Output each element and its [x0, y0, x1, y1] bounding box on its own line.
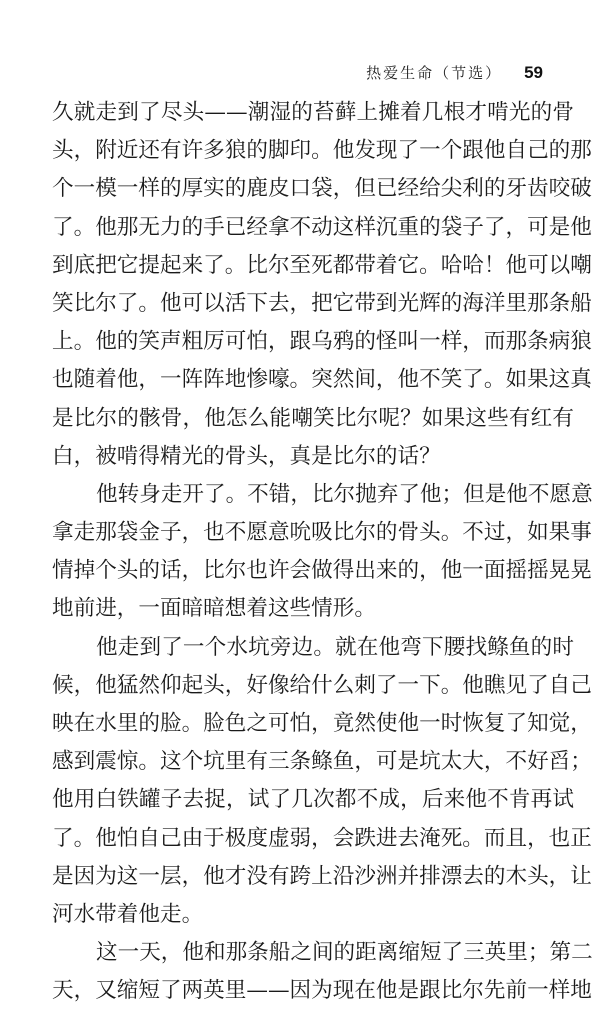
text-line: 他转身走开了。不错，比尔抛弃了他；但是他不愿意: [96, 481, 593, 507]
text-line: 也随着他，一阵阵地惨嚎。突然间，他不笑了。如果这真: [52, 367, 592, 393]
text-line: 他走到了一个水坑旁边。就在他弯下腰找鲦鱼的时: [96, 634, 574, 660]
text-line: 天，又缩短了两英里——因为现在他是跟比尔先前一样地: [52, 978, 592, 1004]
text-line: 是因为这一层，他才没有跨上沿沙洲并排漂去的木头，让: [52, 863, 592, 889]
text-line: 个一模一样的厚实的鹿皮口袋，但已经给尖利的牙齿咬破: [52, 176, 592, 202]
text-line: 他用白铁罐子去捉，试了几次都不成，后来他不肯再试: [52, 787, 574, 813]
text-line: 头，附近还有许多狼的脚印。他发现了一个跟他自己的那: [52, 138, 592, 164]
header-title: 热爱生命（节选）: [366, 64, 503, 82]
text-line: 是比尔的骸骨，他怎么能嘲笑比尔呢？如果这些有红有: [52, 405, 574, 431]
text-line: 情掉个头的话，比尔也许会做得出来的，他一面摇摇晃晃: [52, 558, 592, 584]
paragraph: [52, 94, 592, 476]
text-line: 到底把它提起来了。比尔至死都带着它。哈哈！他可以嘲: [52, 252, 592, 278]
text-line: 这一天，他和那条船之间的距离缩短了三英里；第二: [96, 940, 593, 966]
text-line: 白，被啃得精光的骨头，真是比尔的话？: [52, 443, 441, 469]
paragraph: [52, 476, 593, 629]
text-line: 了。他那无力的手已经拿不动这样沉重的袋子了，可是他: [52, 214, 592, 240]
running-header: [366, 62, 543, 83]
text-line: 河水带着他走。: [52, 901, 204, 927]
text-line: 候，他猛然仰起头，好像给什么刺了一下。他瞧见了自己: [52, 672, 592, 698]
text-line: 了。他怕自己由于极度虚弱，会跌进去淹死。而且，也正: [52, 825, 592, 851]
text-line: 感到震惊。这个坑里有三条鲦鱼，可是坑太大，不好舀；: [52, 749, 592, 775]
body-text: [52, 94, 593, 1011]
text-line: 映在水里的脸。脸色之可怕，竟然使他一时恢复了知觉，: [52, 711, 592, 736]
paragraph: [52, 934, 593, 1010]
page-number: 59: [524, 63, 543, 82]
text-line: 久就走到了尽头——潮湿的苔藓上摊着几根才啃光的骨: [52, 100, 574, 125]
paragraph: [52, 629, 592, 935]
text-line: 上。他的笑声粗厉可怕，跟乌鸦的怪叫一样，而那条病狼: [52, 329, 592, 355]
text-line: 拿走那袋金子，也不愿意吮吸比尔的骨头。不过，如果事: [52, 520, 592, 546]
text-line: 地前进，一面暗暗想着这些情形。: [52, 596, 376, 622]
text-line: 笑比尔了。他可以活下去，把它带到光辉的海洋里那条船: [52, 290, 592, 316]
